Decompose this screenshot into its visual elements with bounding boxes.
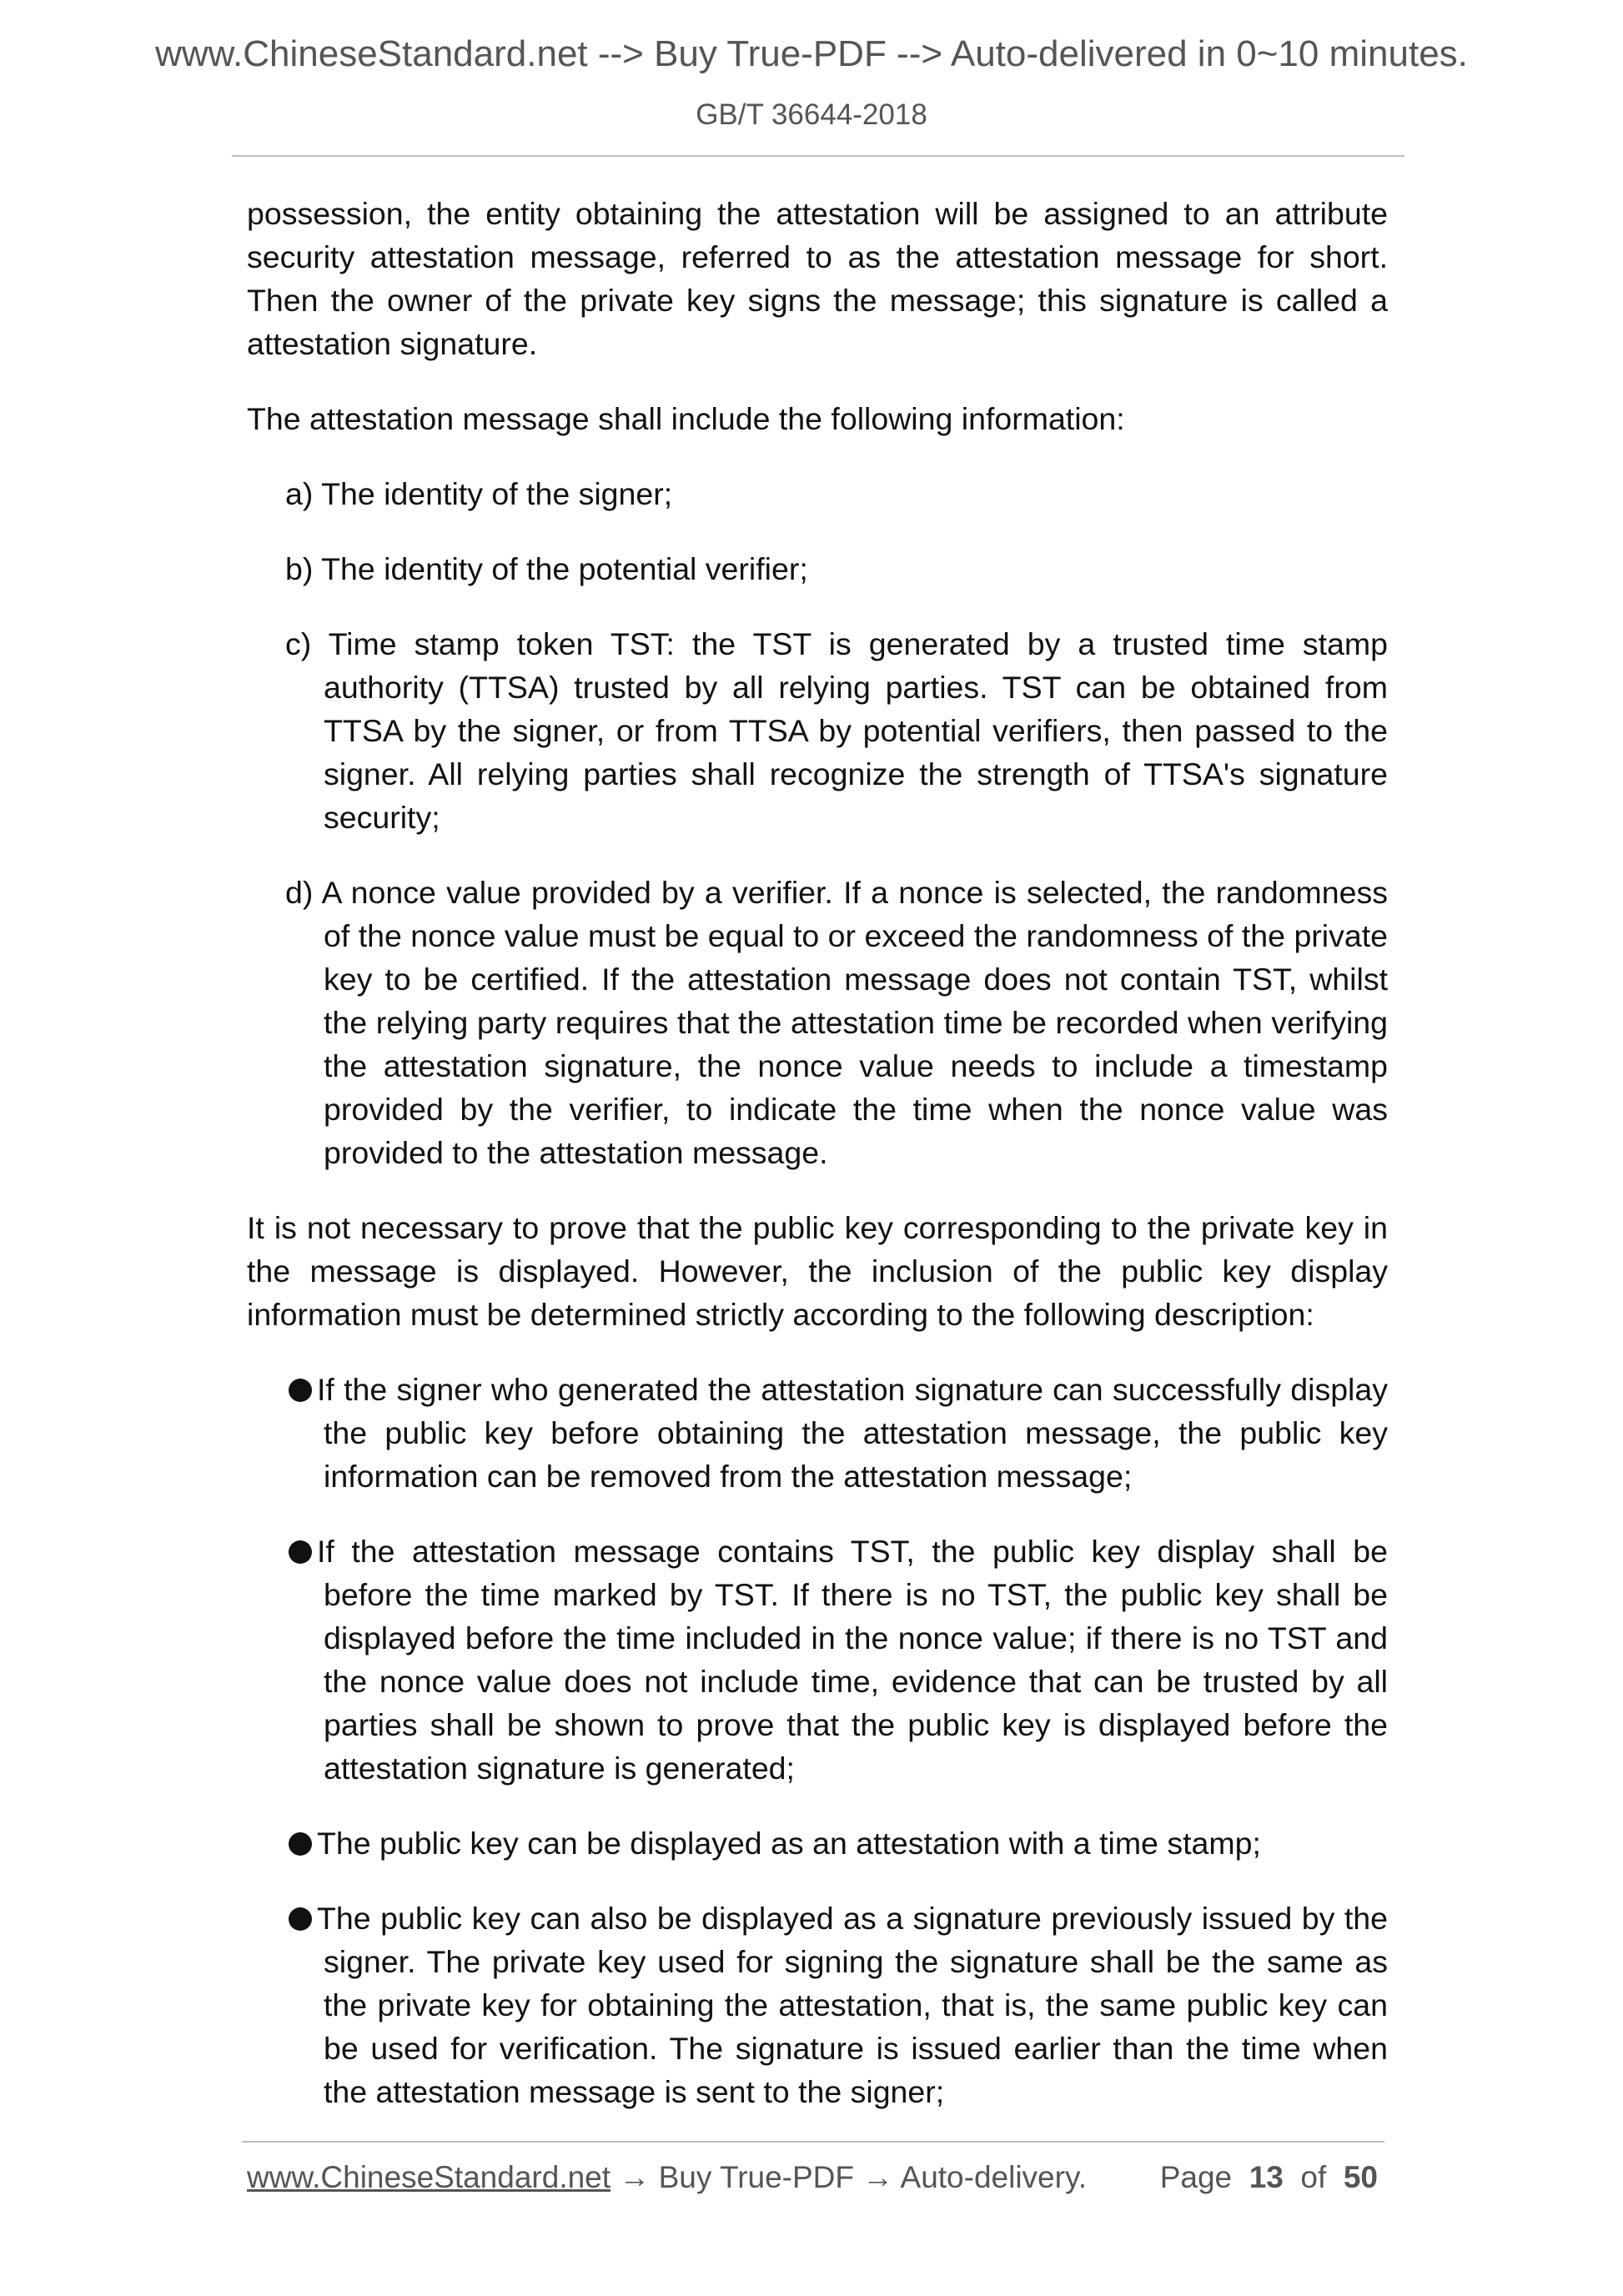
paragraph-2: The attestation message shall include the following information: <box>247 401 1125 436</box>
header-divider <box>232 155 1404 157</box>
document-body <box>247 192 1388 2113</box>
bullet-icon <box>289 1907 312 1931</box>
bullet-text: The public key can also be displayed as a signature previously issued by the signer. The private key used for signing the signature shall be the same as the private key for obtaining the attestation, that is, the same public key can be used for verification. The signature is issued earlier than the time when the attestation message is sent to the signer; <box>317 1901 1388 2109</box>
footer-text: → Buy True-PDF → Auto-delivery. <box>611 2160 1087 2194</box>
bullet-icon <box>289 1379 312 1402</box>
of-label: of <box>1300 2160 1327 2194</box>
paragraph-1: possession, the entity obtaining the attestation will be assigned to an attribute security attestation message, referred to as the attestation message for short. Then the owner of the private key signs the message; this signature is called a attestation signature. <box>247 196 1388 361</box>
bullet-text: If the signer who generated the attestation signature can successfully display the public key before obtaining the attestation message, the public key information can be removed from the attestation message; <box>317 1372 1388 1494</box>
paragraph-3: It is not necessary to prove that the public key corresponding to the private key in the message is displayed. However, the inclusion of the public key display information must be determined strictly according to the following description: <box>247 1210 1388 1332</box>
page-total: 50 <box>1343 2160 1378 2194</box>
footer-link[interactable]: www.ChineseStandard.net <box>247 2160 611 2194</box>
list-item-b: b) The identity of the potential verifier; <box>285 551 808 586</box>
list-item-d: d) A nonce value provided by a verifier. If a nonce is selected, the randomness of the nonce value must be equal to or exceed the randomness of the private key to be certified. If the attestation message does not contain TST, whilst the relying party requires that the attestation time be recorded when verifying the attestation signature, the nonce value needs to include a timestamp provided by the verifier, to indicate the time when the nonce value was provided to the attestation message. <box>285 875 1388 1170</box>
bullet-item-2 <box>289 1530 1388 1790</box>
bullet-item-1 <box>289 1368 1388 1498</box>
page-indicator <box>1160 2160 1378 2195</box>
header-banner: www.ChineseStandard.net --> Buy True-PDF --> Auto-delivered in 0~10 minutes. <box>155 33 1468 74</box>
page-label: Page <box>1159 2160 1233 2194</box>
list-item-c: c) Time stamp token TST: the TST is generated by a trusted time stamp authority (TTSA) trusted by all relying parties. TST can be obtained from TTSA by the signer, or from TTSA by potential verifiers, then passed to the signer. All relying parties shall recognize the strength of TTSA's signature security; <box>285 626 1388 835</box>
standard-number: GB/T 36644-2018 <box>696 98 927 131</box>
bullet-text: If the attestation message contains TST, the public key display shall be before the time marked by TST. If there is no TST, the public key shall be displayed before the time included in the nonce value; if there is no TST and the nonce value does not include time, evidence that can be trusted by all parties shall be shown to prove that the public key is displayed before the attestation signature is generated; <box>317 1534 1388 1786</box>
bullet-icon <box>289 1832 312 1856</box>
list-item-a: a) The identity of the signer; <box>285 476 673 511</box>
footer <box>247 2160 1378 2195</box>
bullet-item-4 <box>289 1897 1388 2113</box>
bullet-icon <box>289 1540 312 1564</box>
page-number: 13 <box>1249 2160 1284 2194</box>
footer-divider <box>242 2141 1384 2143</box>
bullet-text: The public key can be displayed as an attestation with a time stamp; <box>317 1826 1261 1861</box>
bullet-item-3 <box>289 1821 1388 1865</box>
